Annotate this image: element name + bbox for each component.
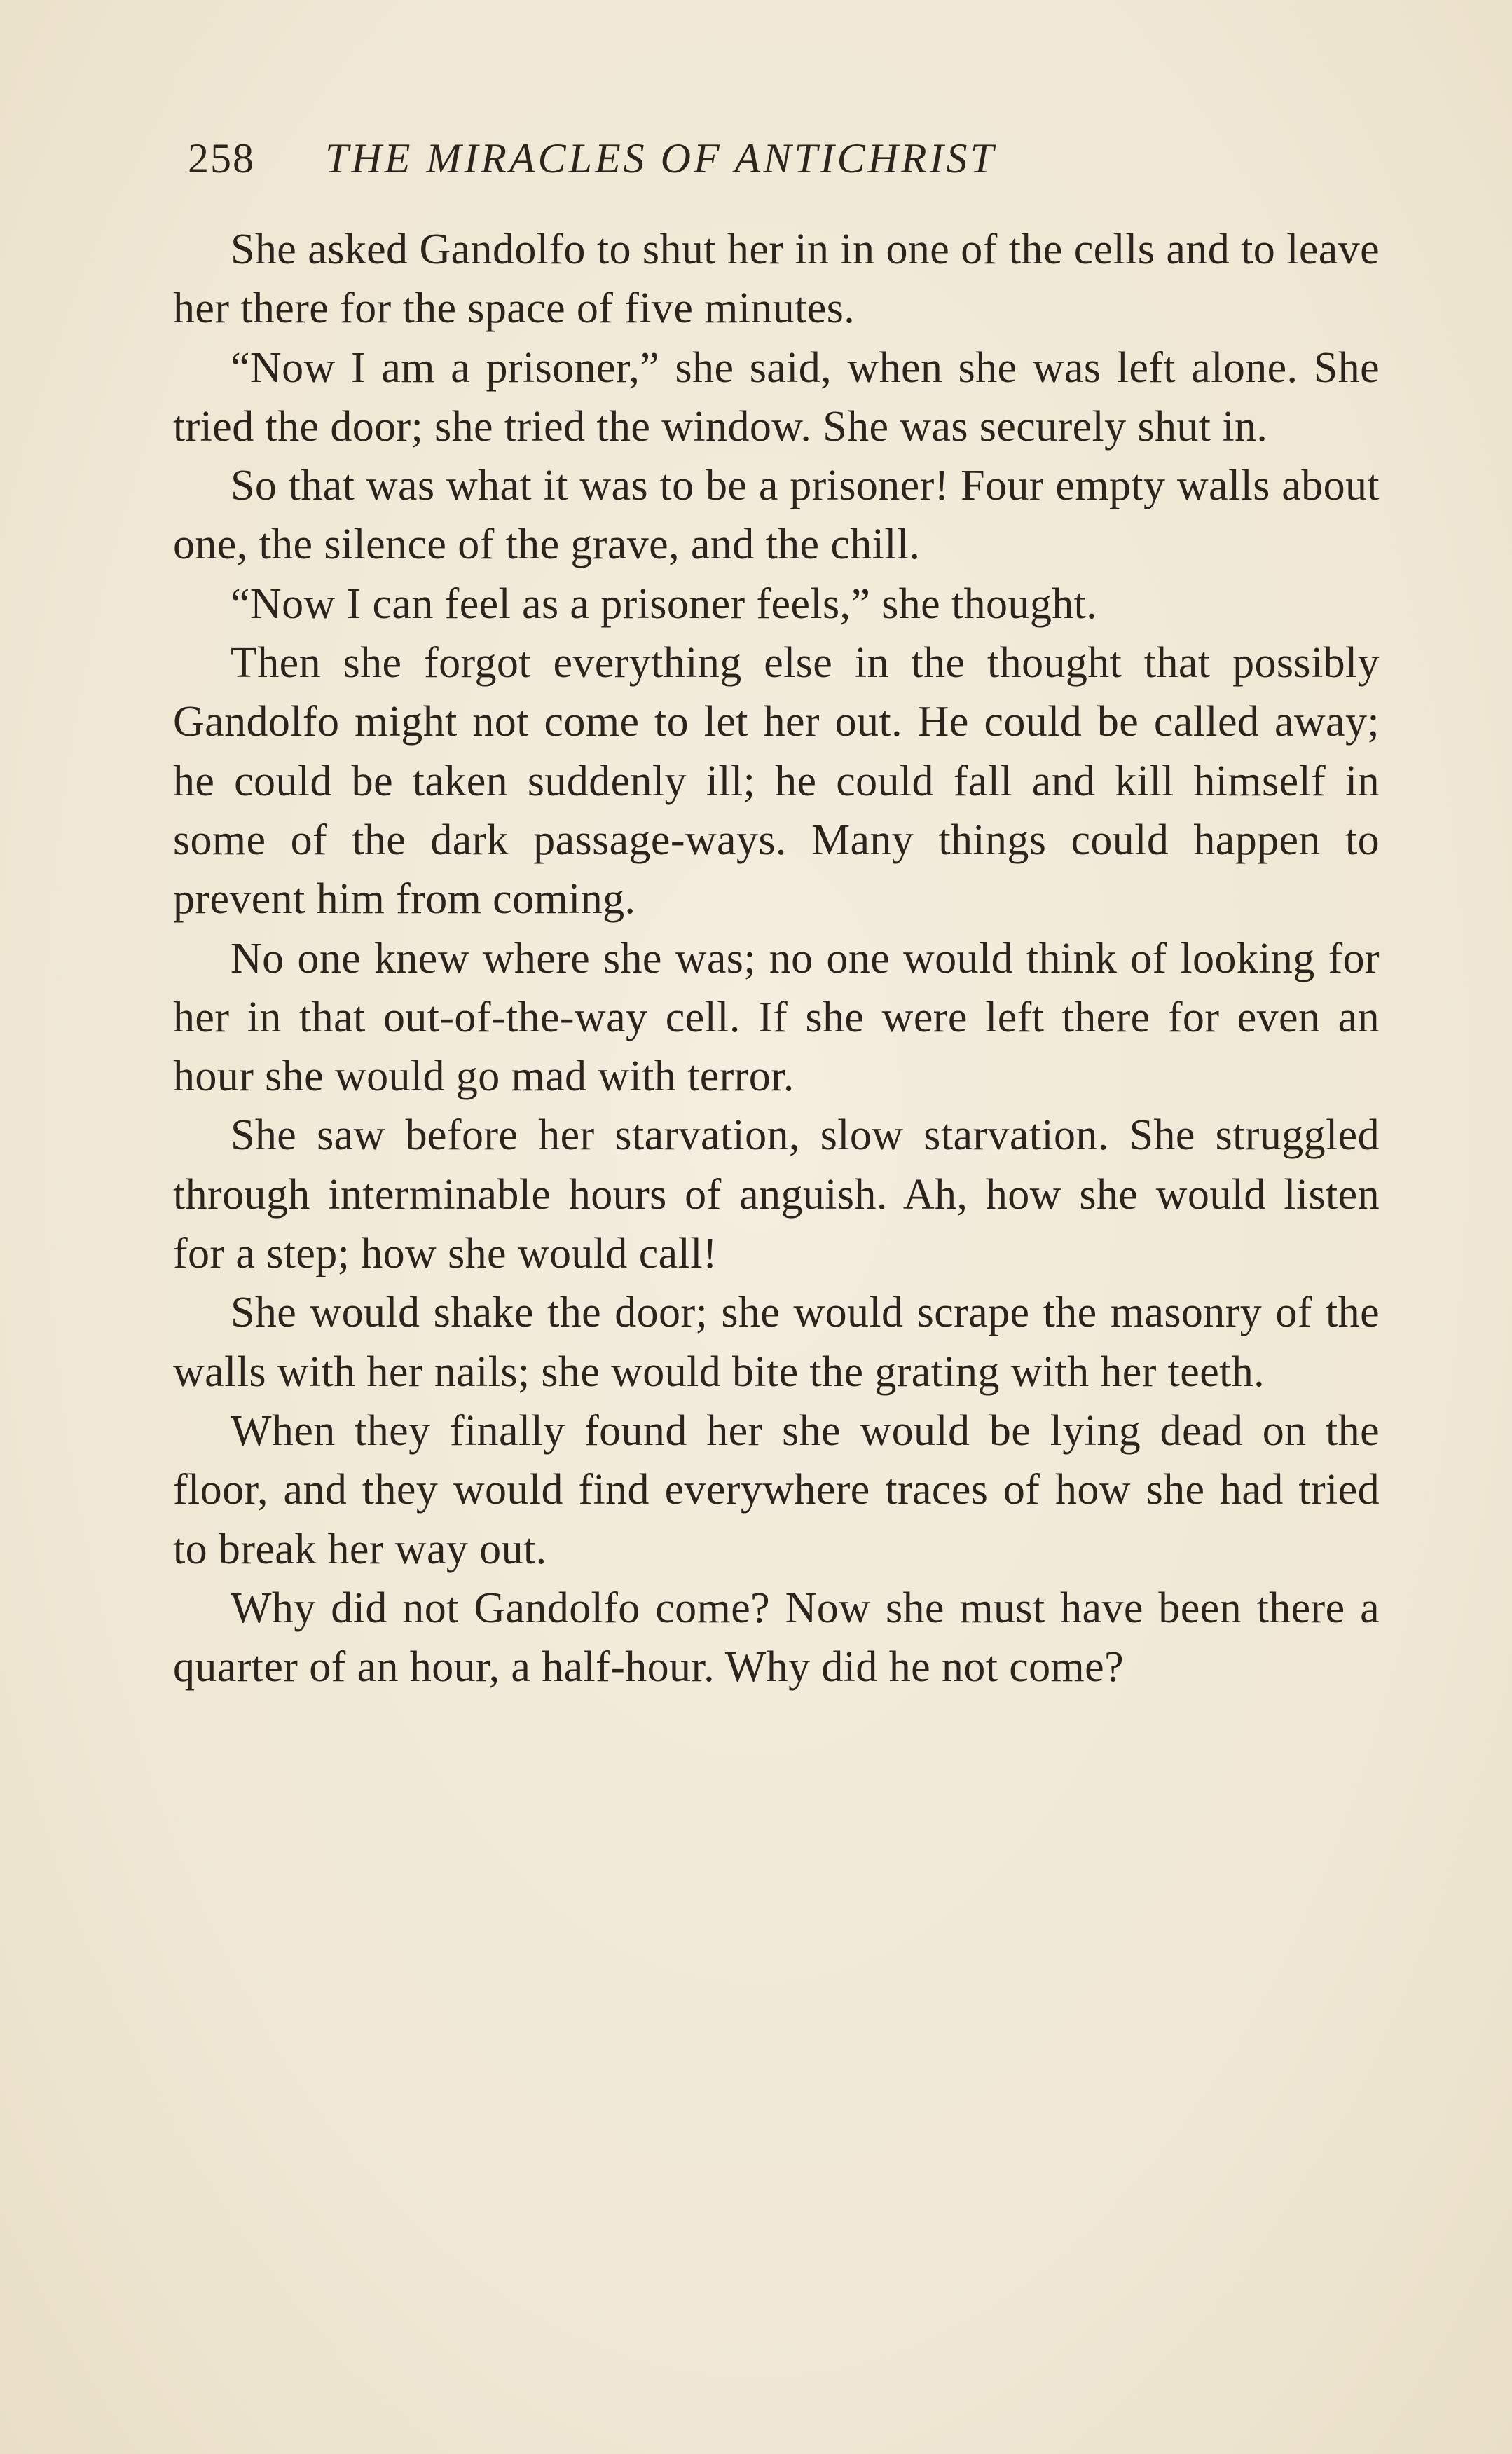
paragraph: So that was what it was to be a prisoner! Four empty walls about one, the silence of the grave, and the chill. [173,462,1380,569]
body-text [173,220,1380,1696]
paragraph: She asked Gandolfo to shut her in in one of the cells and to leave her there for the space of five minutes. [173,226,1380,333]
book-title: THE MIRACLES OF ANTICHRIST [325,135,996,181]
page-number: 258 [188,135,255,181]
paragraph: Then she forgot everything else in the thought that possibly Gandolfo might not come to let her out. He could be called away; he could be taken suddenly ill; he could fall and kill himself in some of the dark passage-ways. Many things could happen to prevent him from coming. [173,639,1380,924]
paragraph: “Now I can feel as a prisoner feels,” she thought. [231,580,1098,628]
paragraph: No one knew where she was; no one would think of looking for her in that out-of-the-way cell. If she were left there for even an hour she would go mad with terror. [173,934,1380,1101]
paragraph: She saw before her starvation, slow starvation. She struggled through interminable hours of anguish. Ah, how she would listen for a step; how she would call! [173,1111,1380,1278]
paragraph: “Now I am a prisoner,” she said, when she was left alone. She tried the door; she tried the window. She was securely shut in. [173,343,1380,451]
running-head [188,130,1239,186]
paragraph: Why did not Gandolfo come? Now she must have been there a quarter of an hour, a half-hour. Why did he not come? [173,1584,1380,1692]
paragraph: When they finally found her she would be lying dead on the floor, and they would find everywhere traces of how she had tried to break her way out. [173,1406,1380,1573]
paragraph: She would shake the door; she would scrape the masonry of the walls with her nails; she would bite the grating with her teeth. [173,1289,1380,1396]
